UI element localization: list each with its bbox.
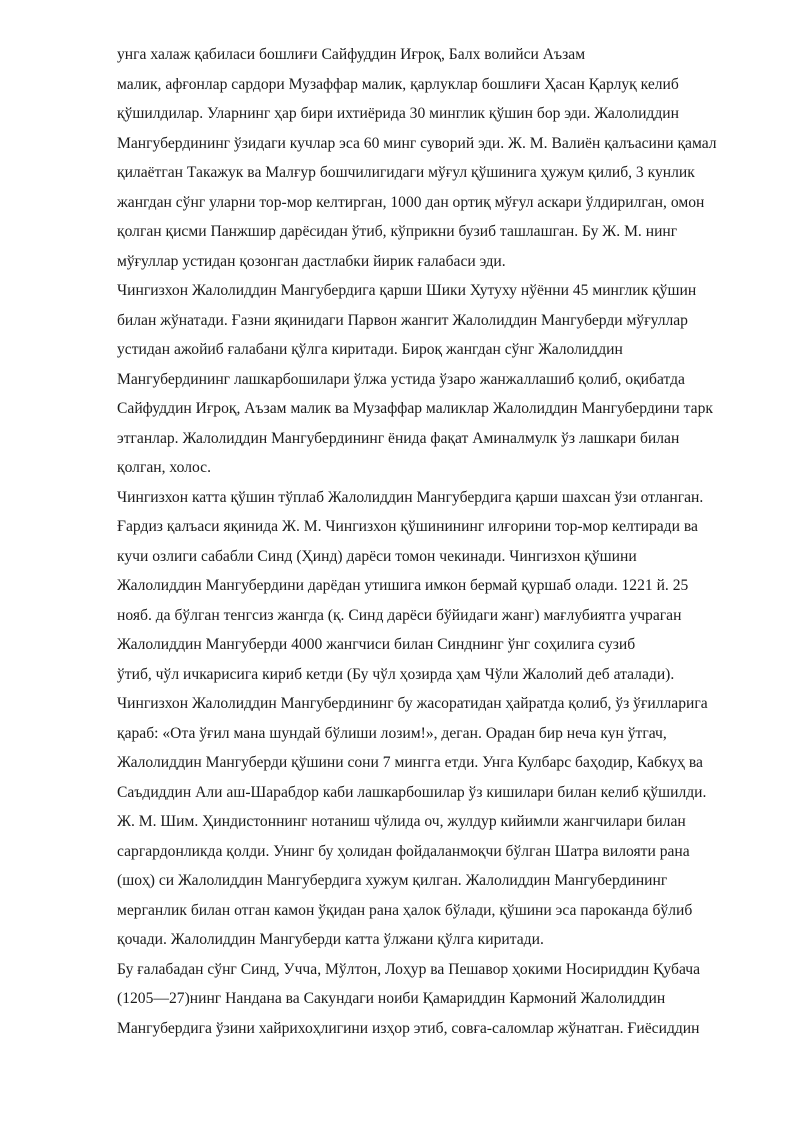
text-line: Мангубердининг ўзидаги кучлар эса 60 минг суворий эди. Ж. М. Валиён қалъасини қамал (117, 134, 717, 152)
text-line: этганлар. Жалолиддин Мангубердининг ёнида фақат Аминалмулк ўз лашкари билан (117, 429, 680, 447)
text-line: (шоҳ) си Жалолиддин Мангубердига хужум қилган. Жалолиддин Мангубердининг (117, 872, 668, 889)
text-line: қўшилдилар. Уларнинг ҳар бири ихтиёрида 30 минглик қўшин бор эди. Жалолиддин (117, 105, 679, 122)
text-line: Сайфуддин Иғроқ, Аъзам малик ва Музаффар маликлар Жалолиддин Мангубердини тарк (117, 400, 713, 417)
text-line: Саъдиддин Али аш-Шарабдор каби лашкарбошилар ўз кишилари билан келиб қўшилди. (117, 783, 707, 801)
text-line: қараб: «Ота ўғил мана шундай бўлиши лозим!», деган. Орадан бир неча кун ўтгач, (117, 724, 667, 742)
text-line: қочади. Жалолиддин Мангуберди катта ўлжани қўлга киритади. (117, 931, 544, 948)
text-line: Ғардиз қалъаси яқинида Ж. М. Чингизхон қўшинининг илғорини тор-мор келтиради ва (117, 518, 698, 535)
text-line: қилаётган Такажук ва Малғур бошчилигидаги мўғул қўшинига ҳужум қилиб, 3 кунлик (117, 164, 695, 181)
text-line: Жалолиддин Мангуберди қўшини сони 7 мингга етди. Унга Кулбарс баҳодир, Кабкуҳ ва (117, 754, 703, 771)
text-line: Жалолиддин Мангубердини дарёдан утишига имкон бермай қуршаб олади. 1221 й. 25 (117, 577, 689, 594)
text-line: унга халаж қабиласи бошлиғи Сайфуддин Иғроқ, Балх волийси Аъзам (117, 46, 586, 63)
text-line: (1205—27)нинг Нандана ва Сакундаги ноиби Қамариддин Кармоний Жалолиддин (117, 990, 666, 1007)
document-body-text (117, 40, 757, 1043)
text-line: Мангубердининг лашкарбошилари ўлжа устида ўзаро жанжаллашиб қолиб, оқибатда (117, 370, 685, 388)
text-line: малик, афғонлар сардори Музаффар малик, қарлуклар бошлиғи Ҳасан Қарлуқ келиб (117, 75, 679, 93)
text-line: Жалолиддин Мангуберди 4000 жангчиси билан Синднинг ўнг соҳилига сузиб (117, 636, 636, 653)
text-line: ўтиб, чўл ичкарисига кириб кетди (Бу чўл ҳозирда ҳам Чўли Жалолий деб аталади). (117, 665, 675, 683)
text-line: Бу ғалабадан сўнг Синд, Учча, Мўлтон, Лоҳур ва Пешавор ҳокими Носириддин Қубача (117, 960, 701, 978)
text-line: билан жўнатади. Ғазни яқинидаги Парвон жангит Жалолиддин Мангуберди мўғуллар (117, 311, 688, 329)
text-line: нояб. да бўлган тенгсиз жангда (қ. Синд дарёси бўйидаги жанг) мағлубиятга учраган (117, 606, 682, 624)
text-line: қолган қисми Панжшир дарёсидан ўтиб, кўприкни бузиб ташлашган. Бу Ж. М. нинг (117, 223, 678, 240)
text-line: Мангубердига ўзини хайрихоҳлигини изҳор этиб, совға-саломлар жўнатган. Ғиёсиддин (117, 1019, 700, 1037)
text-line: мўғуллар устидан қозонган дастлабки йирик ғалабаси эди. (117, 252, 506, 270)
text-line: кучи озлиги сабабли Синд (Ҳинд) дарёси томон чекинади. Чингизхон қўшини (117, 547, 637, 565)
text-line: Ж. М. Шим. Ҳиндистоннинг нотаниш чўлида оч, жулдур кийимли жангчилари билан (117, 813, 686, 830)
text-line: Чингизхон катта қўшин тўплаб Жалолиддин Мангубердига қарши шахсан ўзи отланган. (117, 488, 704, 506)
text-line: устидан ажойиб ғалабани қўлга киритади. Бироқ жангдан сўнг Жалолиддин (117, 341, 623, 358)
text-line: мерганлик билан отган камон ўқидан рана ҳалок бўлади, қўшини эса пароканда бўлиб (117, 901, 693, 919)
text-line: Чингизхон Жалолиддин Мангубердининг бу жасоратидан ҳайратда қолиб, ўз ўғилларига (117, 695, 708, 712)
text-line: Чингизхон Жалолиддин Мангубердига қарши Шики Хутуху нўённи 45 минглик қўшин (117, 282, 697, 299)
text-line: саргардонликда қолди. Унинг бу ҳолидан фойдаланмоқчи бўлган Шатра вилояти рана (117, 842, 690, 860)
text-line: жангдан сўнг уларни тор-мор келтирган, 1000 дан ортиқ мўғул аскари ўлдирилган, омон (117, 193, 705, 211)
text-line: қолган, холос. (117, 459, 211, 476)
